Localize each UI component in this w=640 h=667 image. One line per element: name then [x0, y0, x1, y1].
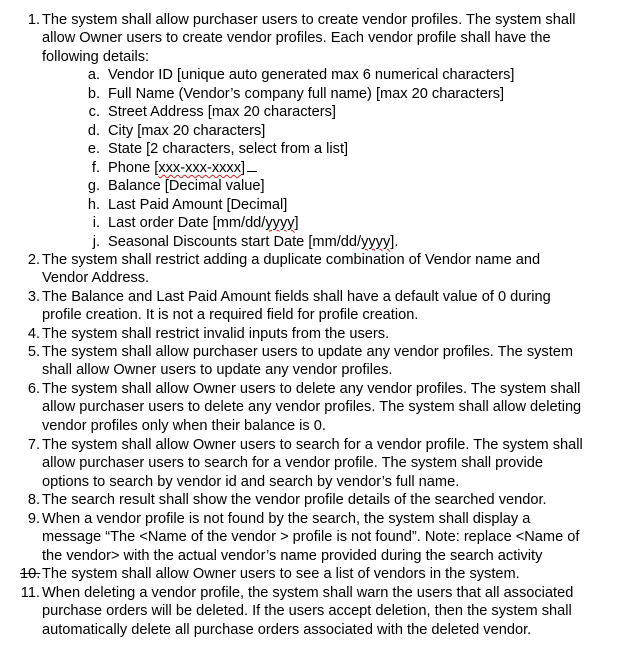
detail-text	[108, 214, 603, 232]
detail-text-part: ].	[390, 234, 399, 250]
detail-letter: h.	[87, 197, 100, 213]
detail-text-part: Seasonal Discounts start Date [mm/dd/	[108, 234, 362, 250]
spellcheck-flagged-text: yyyy	[361, 234, 391, 250]
detail-text: Balance [Decimal value]	[108, 178, 265, 194]
detail-text-part: Phone [	[108, 160, 159, 176]
text-cursor	[247, 170, 257, 172]
text-line: When a vendor profile is not found by the search, the system shall display a	[42, 511, 531, 527]
text-line: The system shall allow purchaser users to create vendor profiles. The system shall	[42, 12, 576, 28]
detail-letter: g.	[87, 178, 100, 194]
text-line: Vendor Address.	[42, 270, 150, 287]
text-line: shall allow Owner users to update any vendor profiles.	[42, 362, 393, 379]
spellcheck-flagged-text: xxx-xxx-xxxx	[158, 160, 242, 176]
text-line: automatically delete all purchase orders associated with the deleted vendor.	[42, 621, 532, 638]
requirement-number: 9.	[27, 511, 40, 527]
detail-text	[108, 159, 603, 177]
detail-text: State [2 characters, select from a list]	[108, 141, 349, 157]
text-line: The system shall allow Owner users to search for a vendor profile. The system shall	[42, 437, 583, 453]
text-line: profile creation. It is not a required field for profile creation.	[42, 307, 419, 324]
requirement-number: 8.	[27, 492, 40, 508]
requirement-number: 6.	[27, 381, 40, 397]
text-line: The system shall restrict adding a duplicate combination of Vendor name and	[42, 252, 541, 268]
detail-text-part: ]	[294, 215, 299, 231]
detail-text: Street Address [max 20 characters]	[108, 104, 336, 120]
text-line: When deleting a vendor profile, the system shall warn the users that all associated	[42, 585, 574, 601]
detail-text: Vendor ID [unique auto generated max 6 numerical characters]	[108, 67, 515, 83]
text-line: The system shall allow purchaser users to update any vendor profiles. The system	[42, 344, 574, 360]
text-line: allow purchaser users to search for a vendor profile. The system shall provide	[42, 455, 544, 472]
text-line: The system shall allow Owner users to see a list of vendors in the system.	[42, 566, 520, 582]
requirement-number: 1.	[27, 12, 40, 28]
detail-text-part: Last order Date [mm/dd/	[108, 215, 266, 231]
detail-letter: d.	[87, 123, 100, 139]
detail-letter: b.	[87, 86, 100, 102]
requirement-number: 5.	[27, 344, 40, 360]
text-line: message “The <Name of the vendor > profile is not found”. Note: replace <Name of	[42, 529, 580, 546]
text-line: options to search by vendor id and search by vendor’s full name.	[42, 473, 460, 490]
detail-letter: i.	[92, 215, 100, 231]
requirement-number: 7.	[27, 437, 40, 453]
detail-text	[108, 233, 603, 251]
detail-text: Full Name (Vendor’s company full name) [max 20 characters]	[108, 86, 505, 102]
requirement-number: 2.	[27, 252, 40, 268]
text-line: The system shall restrict invalid inputs from the users.	[42, 326, 390, 342]
detail-text-part: ]	[241, 160, 246, 176]
text-line: The system shall allow Owner users to delete any vendor profiles. The system shall	[42, 381, 581, 397]
detail-letter: e.	[87, 141, 100, 157]
detail-letter: j.	[92, 234, 100, 250]
text-line: purchase orders will be deleted. If the users accept deletion, then the system shall	[42, 603, 572, 620]
text-line: the vendor> with the actual vendor’s name provided during the search activity	[42, 547, 543, 564]
detail-letter: c.	[88, 104, 100, 120]
detail-letter: f.	[91, 160, 100, 176]
detail-letter: a.	[87, 67, 100, 83]
text-line: vendor profiles only when their balance is 0.	[42, 417, 326, 434]
requirement-number: 4.	[27, 326, 40, 342]
text-line: allow Owner users to create vendor profiles. Each vendor profile shall have the	[42, 30, 551, 47]
text-line: allow purchaser users to delete any vendor profiles. The system shall allow deleting	[42, 399, 582, 416]
detail-text: City [max 20 characters]	[108, 123, 266, 139]
requirement-number: 10.	[20, 566, 41, 582]
text-line: The search result shall show the vendor profile details of the searched vendor.	[42, 492, 547, 508]
detail-text: Last Paid Amount [Decimal]	[108, 197, 288, 213]
text-line: The Balance and Last Paid Amount fields shall have a default value of 0 during	[42, 289, 551, 305]
requirement-number: 3.	[27, 289, 40, 305]
text-line: following details:	[42, 48, 150, 65]
spellcheck-flagged-text: yyyy	[265, 215, 295, 231]
requirement-number: 11.	[20, 585, 40, 601]
